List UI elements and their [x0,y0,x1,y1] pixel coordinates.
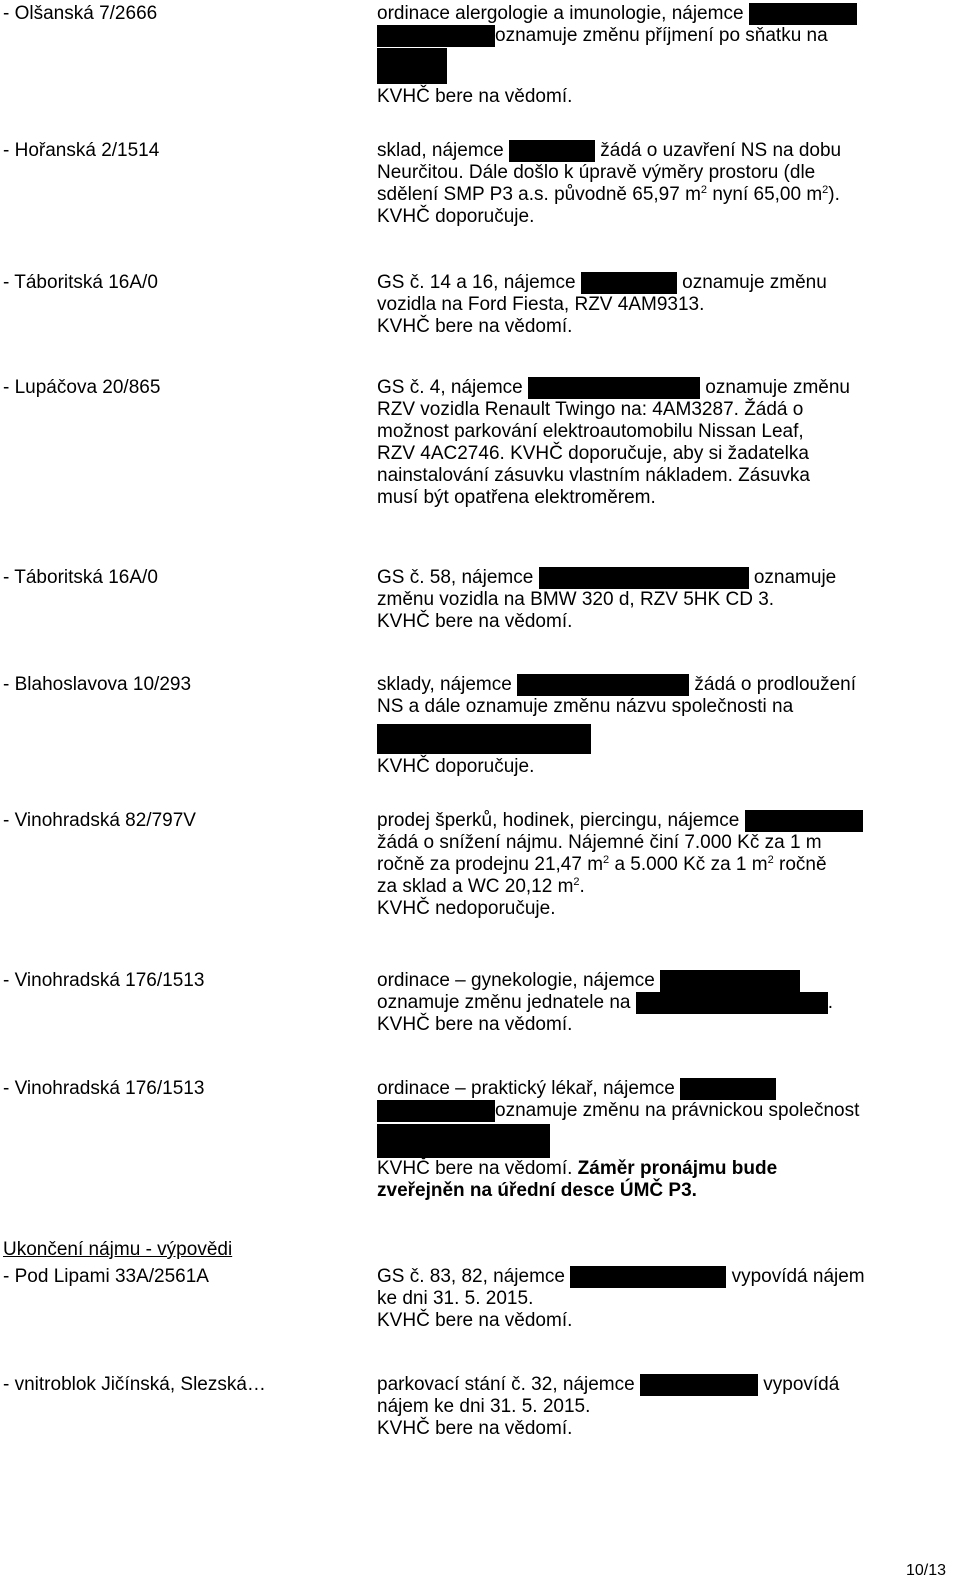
redaction [570,1266,726,1288]
superscript: 2 [573,876,580,888]
entry-text: ročně za prodejnu 21,47 m [377,854,604,875]
entry-body [377,970,833,1036]
entry-address: - Vinohradská 82/797V [3,810,196,831]
entry-body [377,1158,777,1202]
entry-text: KVHČ bere na vědomí. [377,1310,573,1331]
entry-text: nainstalování zásuvku vlastním nákladem. Zásuvka [377,465,810,486]
entry-text: sdělení SMP P3 a.s. původně 65,97 m [377,184,701,205]
entry-address: - Táboritská 16A/0 [3,272,158,293]
entry-body [377,1078,859,1122]
entry-address: - Vinohradská 176/1513 [3,970,205,991]
entry-body [377,674,856,718]
entry-text: možnost parkování elektroautomobilu Nissan Leaf, [377,421,804,442]
entry-text: a 5.000 Kč za 1 m [609,854,768,875]
superscript: 2 [822,184,829,196]
entry-address: - Pod Lipami 33A/2561A [3,1266,209,1287]
redaction [377,1100,495,1122]
entry-text: ke dni 31. 5. 2015. [377,1288,534,1309]
entry-address: - Vinohradská 176/1513 [3,1078,205,1099]
entry-address: - Blahoslavova 10/293 [3,674,192,695]
page-number: 10/13 [905,1562,946,1579]
entry-text: RZV 4AC2746. KVHČ doporučuje, aby si žadatelka [377,443,809,464]
redaction [517,674,689,696]
entry-text: KVHČ doporučuje. [377,206,535,227]
entry-text: musí být opatřena elektroměrem. [377,487,656,508]
entry-text: sklad, nájemce [377,140,504,161]
entry-text: . [827,992,834,1013]
entry-text: KVHČ bere na vědomí. [377,316,573,337]
entry-text: oznamuje změnu jednatele na [377,992,631,1013]
entry-text: NS a dále oznamuje změnu názvu společnosti na [377,696,794,717]
entry-text: ordinace alergologie a imunologie, nájemce [377,3,744,24]
entry-text: GS č. 14 a 16, nájemce [377,272,576,293]
entry-text: RZV vozidla Renault Twingo na: 4AM3287. Žádá o [377,399,804,420]
entry-body [377,756,534,778]
redaction [539,567,749,589]
entry-text: oznamuje změnu [705,377,850,398]
redaction [377,48,447,84]
redaction [581,272,677,294]
entry-body [377,567,836,633]
entry-text: nyní 65,00 m [707,184,823,205]
entry-body [377,140,841,228]
redaction [745,810,863,832]
entry-text: žádá o snížení nájmu. Nájemné činí 7.000 Kč za 1 m [377,832,822,853]
redaction [377,724,591,754]
entry-text: KVHČ nedoporučuje. [377,898,556,919]
entry-text: oznamuje změnu [682,272,827,293]
redaction [660,970,800,992]
redaction [377,1124,550,1158]
entry-text: GS č. 58, nájemce [377,567,534,588]
redaction [377,25,495,47]
entry-address: - Táboritská 16A/0 [3,567,158,588]
entry-text: oznamuje změnu příjmení po sňatku na [495,25,828,46]
superscript: 2 [700,184,708,196]
entry-body [377,3,857,47]
entry-text: oznamuje [753,567,837,588]
entry-body [377,1374,839,1440]
entry-text: KVHČ bere na vědomí. [377,86,573,107]
section-heading: Ukončení nájmu - výpovědi [3,1239,233,1260]
redaction [640,1374,758,1396]
entry-body [377,1266,865,1332]
entry-text: KVHČ bere na vědomí. [377,1418,573,1439]
entry-text: ordinace – gynekologie, nájemce [377,970,655,991]
entry-address: - Hořanská 2/1514 [3,140,160,161]
redaction [636,992,828,1014]
entry-text: GS č. 4, nájemce [377,377,523,398]
entry-text: vypovídá [763,1374,840,1395]
entry-text-bold: zveřejněn na úřední desce ÚMČ P3. [377,1180,697,1201]
entry-text-bold: Záměr pronájmu bude [577,1158,778,1179]
entry-text: sklady, nájemce [377,674,512,695]
entry-body [377,810,863,920]
entry-text: Neurčitou. Dále došlo k úpravě výměry prostoru (dle [377,162,816,183]
entry-text: ordinace – praktický lékař, nájemce [377,1078,675,1099]
entry-address: - vnitroblok Jičínská, Slezská… [3,1374,266,1395]
entry-address: - Lupáčova 20/865 [3,377,161,398]
superscript: 2 [767,854,774,866]
entry-text: prodej šperků, hodinek, piercingu, nájemce [377,810,740,831]
entry-text: KVHČ doporučuje. [377,756,535,777]
entry-text: ročně [773,854,827,875]
redaction [680,1078,776,1100]
entry-text: ). [828,184,840,205]
entry-text: vypovídá nájem [731,1266,865,1287]
redaction [528,377,700,399]
entry-text: oznamuje změnu na právnickou společnost [495,1100,860,1121]
entry-text: žádá o prodloužení [694,674,857,695]
entry-text: KVHČ bere na vědomí. [377,611,573,632]
entry-body [377,272,827,338]
entry-text: žádá o uzavření NS na dobu [600,140,842,161]
entry-text: za sklad a WC 20,12 m [377,876,574,897]
entry-text: parkovací stání č. 32, nájemce [377,1374,635,1395]
entry-text: vozidla na Ford Fiesta, RZV 4AM9313. [377,294,705,315]
entry-text: GS č. 83, 82, nájemce [377,1266,565,1287]
entry-text: nájem ke dni 31. 5. 2015. [377,1396,591,1417]
entry-text: změnu vozidla na BMW 320 d, RZV 5HK CD 3. [377,589,775,610]
redaction [509,140,595,162]
entry-text: KVHČ bere na vědomí. [377,1014,573,1035]
entry-text: . [579,876,585,897]
entry-address: - Olšanská 7/2666 [3,3,158,24]
entry-text: KVHČ bere na vědomí. [377,1158,573,1179]
entry-body [377,377,850,509]
entry-body [377,86,572,108]
redaction [749,3,857,25]
superscript: 2 [603,854,610,866]
